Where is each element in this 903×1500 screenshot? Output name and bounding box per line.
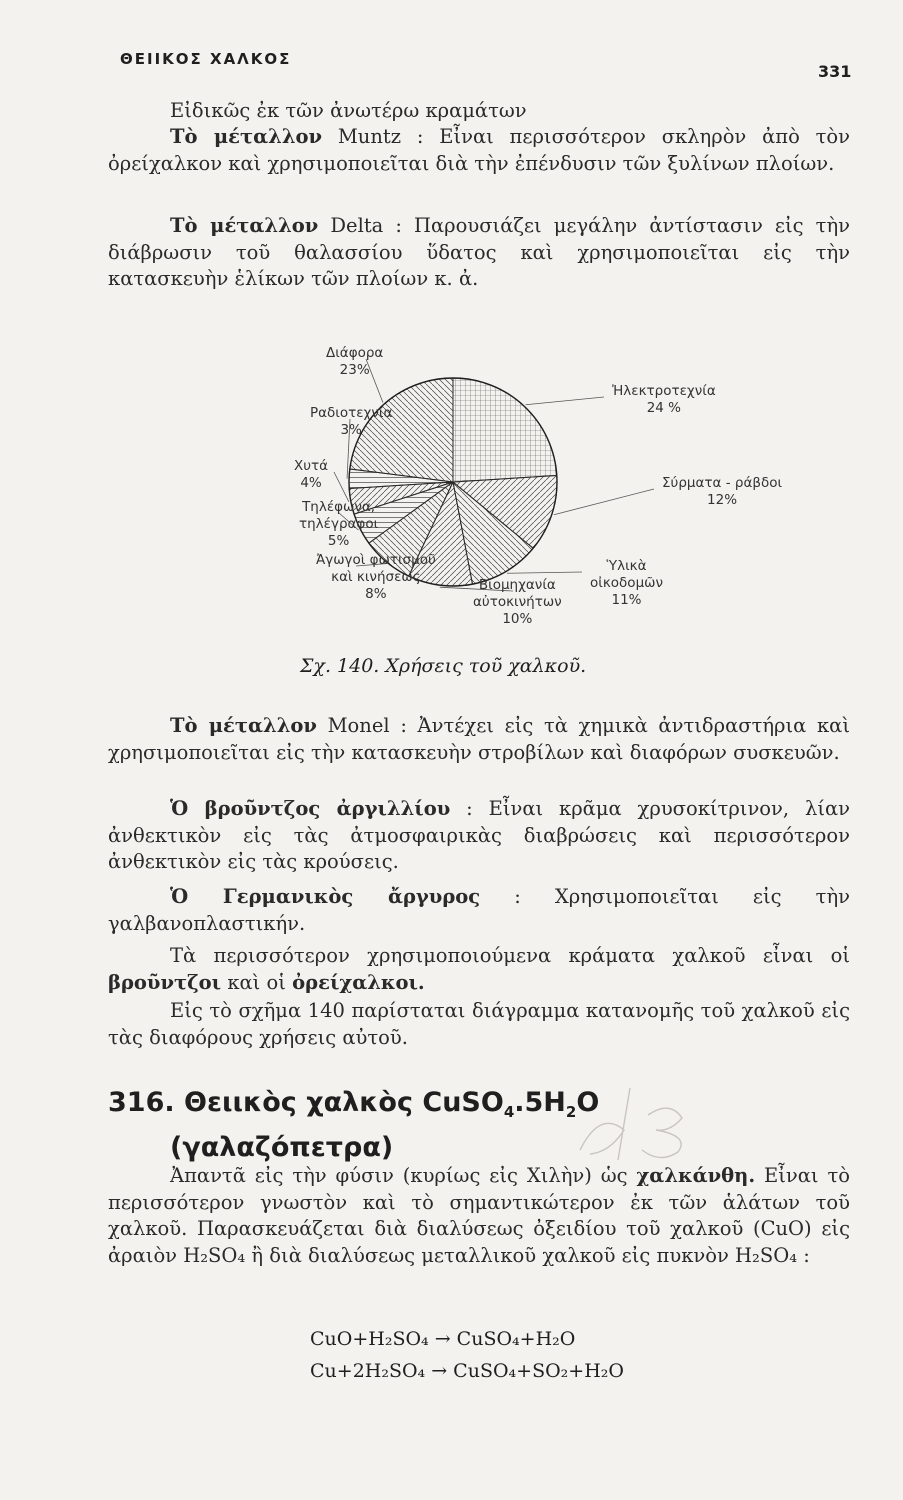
copper-uses-pie-chart <box>0 0 903 700</box>
paragraph-monel: Τὸ μέταλλον Monel : Ἀντέχει εἰς τὰ χημικὰ ἀντιδραστήρια καὶ χρησιμοποιεῖται εἰς τὴν κατασκευὴν στροβίλων καὶ διαφόρων συσκευῶν. <box>108 714 850 764</box>
paragraph-muntz: Τὸ μέταλλον Muntz : Εἶναι περισσότερον σκληρὸν ἀπὸ τὸν ὀρείχαλκον καὶ χρησιμοποιεῖται διὰ τὴν ἐπένδυσιν τῶν ξυλίνων πλοίων. <box>108 125 850 175</box>
leader-line <box>554 489 654 515</box>
paragraph-intro: Εἰδικῶς ἐκ τῶν ἀνωτέρω κραμάτων <box>170 99 527 122</box>
pencil-mark-drawing <box>560 1080 720 1170</box>
paragraph-chalcanthite: Ἀπαντᾶ εἰς τὴν φύσιν (κυρίως εἰς Χιλὴν) ὡς χαλκάνθη. Εἶναι τὸ περισσότερον γνωστὸν καὶ τὸ σημαντικώτερον ἐκ τῶν ἁλάτων τοῦ χαλκοῦ. Παρασκευάζεται διὰ διαλύσεως ὀξειδίου τοῦ χαλκοῦ (CuO) εἰς ἀραιὸν H₂SO₄ ἢ διὰ διαλύσεως μεταλλικοῦ χαλκοῦ εἰς πυκνὸν H₂SO₄ : <box>108 1164 851 1267</box>
pie-slice-label: Ἠλεκτροτεχνία 24 % <box>612 383 716 416</box>
equation-1: CuO+H₂SO₄ → CuSO₄+H₂O <box>310 1328 576 1350</box>
pie-slice-label: Ἀγωγοὶ φωτισμοῦ καὶ κινήσεως 8% <box>316 552 436 602</box>
equation-2: Cu+2H₂SO₄ → CuSO₄+SO₂+H₂O <box>310 1360 624 1382</box>
pie-slice <box>453 378 557 482</box>
pie-slice-label: Χυτά 4% <box>294 458 329 491</box>
paragraph-delta: Τὸ μέταλλον Delta : Παρουσιάζει μεγάλην ἀντίστασιν εἰς τὴν διάβρωσιν τοῦ θαλασσίου ὕδατος καὶ χρησιμοποιεῖται εἰς τὴν κατασκευὴν ἑλίκων τῶν πλοίων κ. ἀ. <box>108 214 850 290</box>
pie-slice-label: Ὑλικὰ οἰκοδομῶν 11% <box>590 558 663 608</box>
leader-line <box>507 572 582 573</box>
paragraph-figure-reference: Εἰς τὸ σχῆμα 140 παρίσταται διάγραμμα κατανομῆς τοῦ χαλκοῦ εἰς τὰς διαφόρους χρήσεις αὐτοῦ. <box>108 999 850 1049</box>
pie-slice-label: Διάφορα 23% <box>326 345 384 378</box>
section-title: 316. Θειικὸς χαλκὸς $CuSO_4.5H_2O$ (γαλαζόπετρα) <box>108 1087 600 1163</box>
pie-slice-label: Σύρματα - ράβδοι 12% <box>662 475 783 508</box>
paragraph-common-alloys: Τὰ περισσότερον χρησιμοποιούμενα κράματα χαλκοῦ εἶναι οἱ βροῦντζοι καὶ οἱ ὀρείχαλκοι. <box>108 944 850 994</box>
page-number: 331 <box>818 62 852 81</box>
pie-slice-label: Ραδιοτεχνία 3% <box>310 405 393 438</box>
paragraph-german-silver: Ὁ Γερμανικὸς ἄργυρος : Χρησιμοποιεῖται εἰς τὴν γαλβανοπλαστικήν. <box>108 885 850 935</box>
pie-slice-label: Βιομηχανία αὐτοκινήτων 10% <box>473 577 562 627</box>
figure-caption: Σχ. 140. Χρήσεις τοῦ χαλκοῦ. <box>300 655 587 677</box>
leader-line <box>334 472 349 502</box>
leader-line <box>526 397 604 405</box>
paragraph-aluminium-bronze: Ὁ βροῦντζος ἀργιλλίου : Εἶναι κρᾶμα χρυσοκίτρινον, λίαν ἀνθεκτικὸν εἰς τὰς ἀτμοσφαιρικὰς διαβρώσεις καὶ περισσότερον ἀνθεκτικὸν εἰς τὰς κρούσεις. <box>108 797 850 873</box>
pie-slice-label: Τηλέφωνα, τηλέγραφοι 5% <box>299 499 379 549</box>
running-header: ΘΕΙΙΚΟΣ ΧΑΛΚΟΣ <box>120 50 292 68</box>
